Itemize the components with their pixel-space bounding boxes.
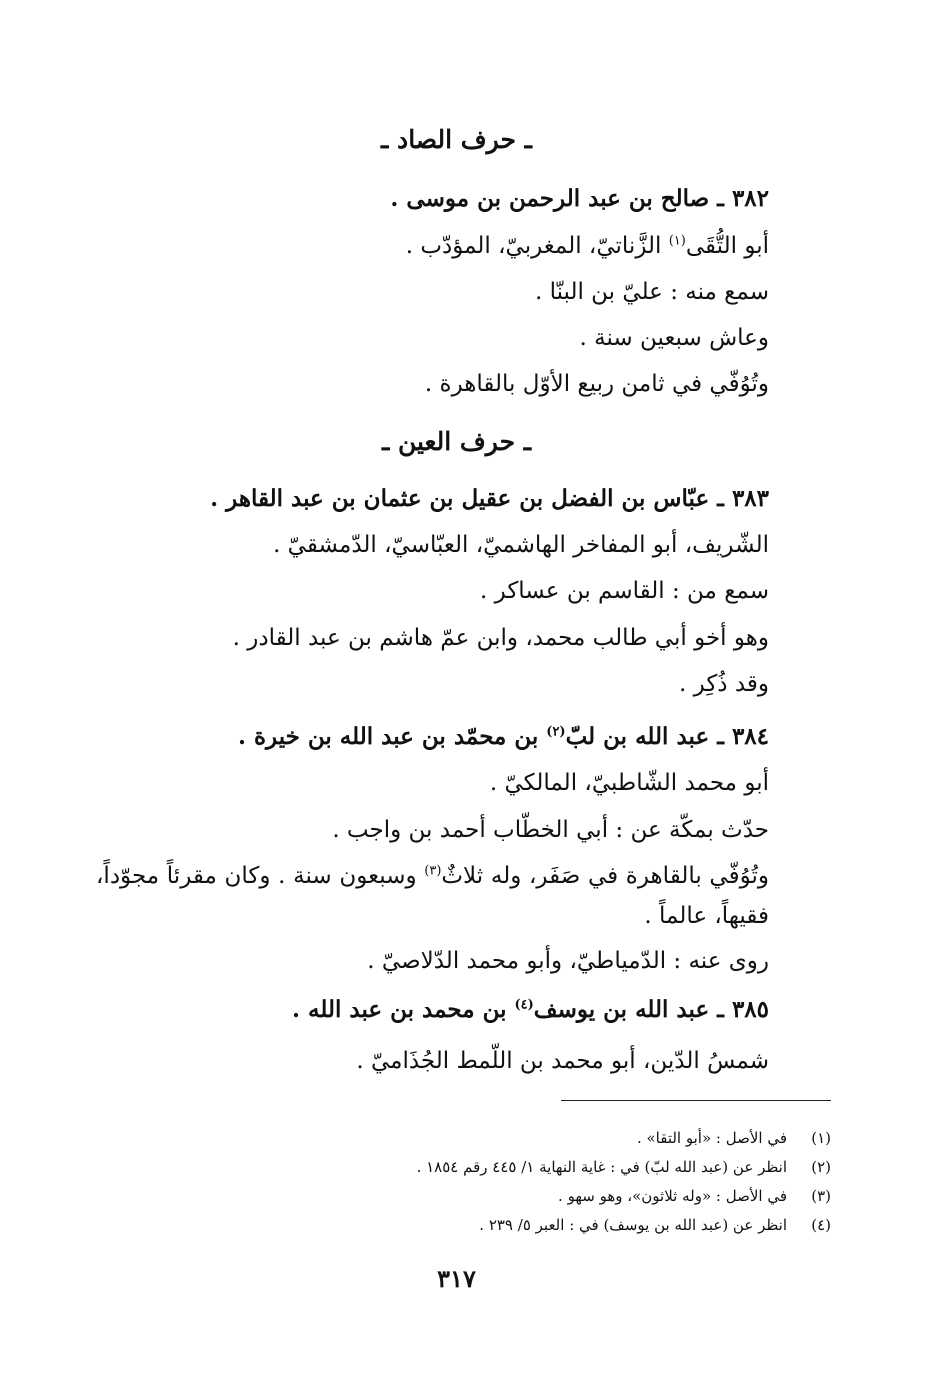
section-heading-ayn: ـ حرف العين ـ xyxy=(381,427,532,456)
entry-384-line-2: حدّث بمكّة عن : أبي الخطّاب أحمد بن واجب . xyxy=(332,817,769,843)
footnote-ref-3: (٣) xyxy=(424,863,442,879)
entry-383-line-2: سمع من : القاسم بن عساكر . xyxy=(480,578,769,604)
entry-383-line-3: وهو أخو أبي طالب محمد، وابن عمّ هاشم بن عبد القادر . xyxy=(232,625,769,651)
entry-382-line-1: أبو التُّقَى$^{(١)}$ الزَّناتيّ، المغربيّ، المؤدّب . xyxy=(405,233,769,259)
entry-382-line-3: وعاش سبعين سنة . xyxy=(579,325,769,351)
footnote-ref-2: (٢) xyxy=(546,724,566,740)
entry-382-title: ٣٨٢ ـ صالح بن عبد الرحمن بن موسى . xyxy=(390,185,769,212)
entry-382-line-2: سمع منه : عليّ بن البنّا . xyxy=(534,279,769,305)
entry-383-line-4: وقد ذُكِر . xyxy=(679,671,769,697)
footnote-ref-1: (١) xyxy=(668,233,686,249)
entry-384-title: ٣٨٤ ـ عبد الله بن لبّ$^{(٢)}$ بن محمّد بن عبد الله بن خيرة . xyxy=(237,723,769,750)
footnote-1: (١)في الأصل : «أبو التقا» . xyxy=(636,1129,831,1147)
entry-385-title: ٣٨٥ ـ عبد الله بن يوسف$^{(٤)}$ بن محمد بن عبد الله . xyxy=(292,996,769,1023)
entry-384-line-3: وتُوُفّي بالقاهرة في صَفَر، وله ثلاثٌ$^{(٣)}$ وسبعون سنة . وكان مقرئاً مجوّداً، فقيهاً، عالماً . xyxy=(96,863,769,929)
entry-384-line-1: أبو محمد الشّاطبيّ، المالكيّ . xyxy=(489,770,769,796)
entry-383-line-1: الشّريف، أبو المفاخر الهاشميّ، العبّاسيّ، الدّمشقيّ . xyxy=(273,532,769,558)
footnote-2: (٢)انظر عن (عبد الله لبّ) في : غاية النهاية ١/ ٤٤٥ رقم ١٨٥٤ . xyxy=(416,1158,831,1176)
footnote-divider xyxy=(561,1100,831,1101)
entry-384-line-4: روى عنه : الدّمياطيّ، وأبو محمد الدّلاصيّ . xyxy=(367,948,769,974)
entry-383-title: ٣٨٣ ـ عبّاس بن الفضل بن عقيل بن عثمان بن عبد القاهر . xyxy=(210,485,769,512)
entry-382-line-4: وتُوُفّي في ثامن ربيع الأوّل بالقاهرة . xyxy=(424,371,769,397)
page-number: ٣١٧ xyxy=(437,1264,476,1293)
section-heading-sad: ـ حرف الصاد ـ xyxy=(381,125,532,154)
footnote-3: (٣)في الأصل : «وله ثلاثون»، وهو سهو . xyxy=(558,1187,831,1205)
entry-385-line-1: شمسُ الدّين، أبو محمد بن اللّمط الجُذَاميّ . xyxy=(356,1048,769,1074)
footnote-ref-4: (٤) xyxy=(514,997,534,1013)
footnote-4: (٤)انظر عن (عبد الله بن يوسف) في : العبر ٥/ ٢٣٩ . xyxy=(479,1216,831,1234)
